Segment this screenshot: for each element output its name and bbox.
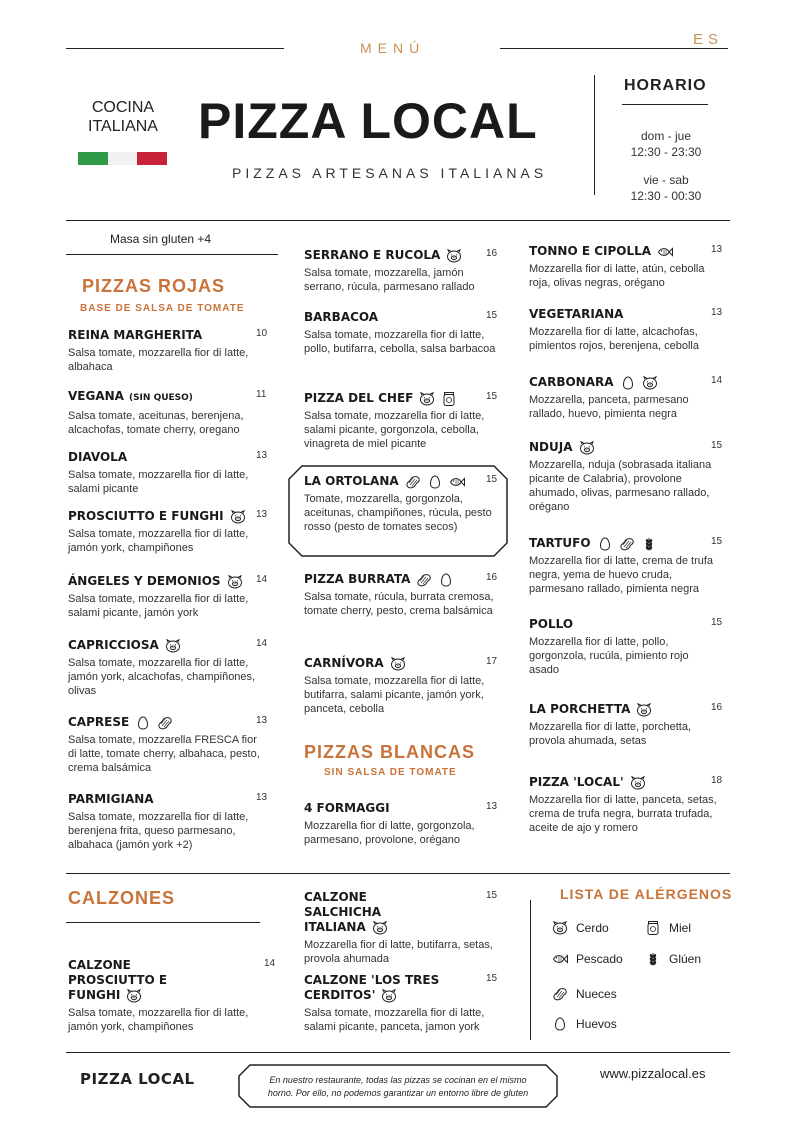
legend-item — [645, 921, 691, 935]
egg-icon — [597, 537, 613, 551]
item-price: 16 — [711, 702, 723, 713]
item-name-text: DIAVOLA — [68, 450, 128, 464]
italian-flag — [78, 152, 167, 165]
item-description: Salsa tomate, mozzarella fior di latte, pollo, butifarra, cebolla, salsa barbacoa — [304, 329, 496, 355]
horario-days-1: dom - jue — [640, 129, 692, 143]
item-description: Mozzarella fior di latte, butifarra, setas, provola ahumada — [304, 939, 493, 965]
menu-item — [304, 572, 500, 618]
menu-word: MENÚ — [360, 40, 426, 56]
item-name-text: TONNO E CIPOLLA — [529, 244, 652, 258]
item-price: 16 — [486, 572, 498, 583]
menu-item — [68, 328, 268, 374]
language-selector[interactable]: ES — [693, 31, 724, 48]
menu-item — [529, 775, 723, 835]
menu-item — [529, 440, 723, 514]
egg-icon — [552, 1017, 568, 1031]
item-price: 13 — [486, 801, 498, 812]
header-bottom-rule — [66, 220, 730, 221]
pig-icon — [165, 639, 181, 653]
item-name — [529, 775, 719, 790]
gluten-note-rule — [66, 254, 278, 255]
item-price: 14 — [264, 958, 276, 969]
menu-item — [68, 450, 268, 496]
website-link[interactable]: www.pizzalocal.es — [600, 1066, 706, 1081]
alergenos-divider — [530, 900, 531, 1040]
pig-icon — [642, 376, 658, 390]
item-description: Salsa tomate, mozzarella fior di latte, jamón york, champiñones — [68, 1007, 249, 1033]
item-note: (SIN QUESO) — [128, 393, 193, 403]
item-name — [529, 536, 719, 551]
blancas-subtitle: SIN SALSA DE TOMATE — [324, 767, 457, 778]
pig-icon — [390, 657, 406, 671]
item-description: Mozzarella fior di latte, alcachofas, pimientos rojos, berenjena, cebolla — [529, 326, 699, 352]
item-name — [68, 450, 268, 465]
italiana-word: ITALIANA — [88, 118, 158, 135]
pig-icon — [552, 921, 568, 935]
legend-item — [552, 1017, 617, 1031]
pig-icon — [372, 921, 388, 935]
item-name-text: REINA MARGHERITA — [68, 328, 203, 342]
item-name — [304, 572, 500, 587]
calzones-top-rule — [66, 873, 730, 874]
item-name-text: PARMIGIANA — [68, 792, 154, 806]
item-price: 11 — [256, 389, 267, 400]
flag-white-stripe — [108, 152, 138, 165]
brand-tagline: PIZZAS ARTESANAS ITALIANAS — [232, 165, 548, 181]
horario-divider — [594, 75, 595, 195]
legend-label: Miel — [669, 921, 692, 935]
item-name-text: 4 FORMAGGI — [304, 801, 390, 815]
item-description: Salsa tomate, mozzarella fior di latte, salami picante, panceta, jamon york — [304, 1007, 485, 1033]
item-name — [68, 715, 268, 730]
egg-icon — [135, 716, 151, 730]
flag-green-stripe — [78, 152, 108, 165]
menu-item — [529, 375, 723, 421]
item-description: Mozzarella fior di latte, gorgonzola, parmesano, provolone, orégano — [304, 820, 475, 846]
disclaimer-text — [244, 1074, 552, 1100]
legend-item — [552, 987, 617, 1001]
item-name — [529, 702, 719, 717]
rojas-subtitle: BASE DE SALSA DE TOMATE — [80, 303, 245, 314]
menu-item — [304, 310, 500, 356]
footer-brand: PIZZA LOCAL — [80, 1070, 195, 1088]
item-name — [68, 958, 218, 1003]
item-name — [68, 574, 268, 589]
pig-icon — [126, 989, 142, 1003]
honey-icon — [645, 921, 661, 935]
item-description: Salsa tomate, mozzarella fior di latte, jamón york, champiñones — [68, 528, 249, 554]
item-description: Mozzarella fior di latte, panceta, setas, crema de trufa negra, burrata trufada, aceite de ajo y romero — [529, 794, 717, 834]
item-name — [304, 801, 500, 816]
gluten-free-note: Masa sin gluten +4 — [110, 232, 212, 246]
legend-label: Huevos — [576, 1017, 617, 1031]
item-description: Salsa tomate, mozzarella fior di latte, salami picante — [68, 469, 249, 495]
menu-item — [529, 617, 723, 677]
item-name-text: ÁNGELES Y DEMONIOS — [68, 574, 221, 588]
pig-icon — [381, 989, 397, 1003]
item-description: Salsa tomate, aceitunas, berenjena, alcachofas, tomate cherry, oregano — [68, 410, 244, 436]
pig-icon — [636, 703, 652, 717]
item-price: 14 — [711, 375, 723, 386]
item-price: 14 — [256, 638, 268, 649]
blancas-title: PIZZAS BLANCAS — [304, 742, 475, 762]
item-price: 13 — [256, 792, 268, 803]
brand-title: PIZZA LOCAL — [198, 93, 538, 149]
cocina-label — [78, 98, 168, 136]
item-name-text: LA PORCHETTA — [529, 702, 631, 716]
cocina-word: COCINA — [91, 99, 155, 116]
legend-label: Pescado — [576, 952, 623, 966]
peanut-icon — [552, 987, 568, 1001]
legend-item — [552, 952, 623, 966]
item-description: Salsa tomate, mozzarella fior di latte, berenjena frita, queso parmesano, albahaca (jamón york +2) — [68, 811, 249, 851]
item-name — [304, 310, 500, 325]
fish-icon — [552, 952, 568, 966]
item-price: 16 — [486, 248, 498, 259]
item-description: Mozzarella fior di latte, pollo, gorgonzola, rucúla, pimiento rojo asado — [529, 636, 689, 676]
horario-rule — [622, 104, 708, 105]
item-price: 13 — [256, 450, 268, 461]
item-name-text: VEGANA — [68, 389, 124, 403]
item-name — [529, 617, 719, 632]
item-price: 15 — [711, 536, 723, 547]
item-price: 13 — [711, 307, 723, 318]
item-description: Mozzarella fior di latte, atún, cebolla roja, olivas negras, orégano — [529, 263, 705, 289]
menu-item — [68, 638, 268, 698]
horario-time-1: 12:30 - 23:30 — [630, 145, 702, 159]
item-name — [304, 973, 444, 1003]
calzone-item — [68, 958, 278, 1034]
item-price: 15 — [486, 391, 498, 402]
honey-icon — [441, 392, 457, 406]
item-name — [304, 391, 500, 406]
menu-item — [304, 391, 500, 451]
item-name — [529, 307, 719, 322]
item-name-text: PIZZA BURRATA — [304, 572, 411, 586]
item-description: Salsa tomate, mozzarella FRESCA fior di latte, tomate cherry, albahaca, pesto, crema balsámica — [68, 734, 260, 774]
item-name — [529, 440, 719, 455]
legend-label: Cerdo — [576, 921, 609, 935]
item-price: 15 — [486, 310, 498, 321]
item-name — [68, 389, 268, 406]
legend-label: Nueces — [576, 987, 617, 1001]
rojas-title: PIZZAS ROJAS — [82, 276, 226, 296]
item-name-text: SERRANO E RUCOLA — [304, 248, 441, 262]
item-name — [68, 509, 268, 524]
peanut-icon — [157, 716, 173, 730]
item-name-text: BARBACOA — [304, 310, 379, 324]
menu-item — [304, 801, 500, 847]
item-description: Salsa tomate, mozzarella fior di latte, salami picante, gorgonzola, cebolla, vinagreta de miel picante — [304, 410, 485, 450]
item-price: 18 — [711, 775, 723, 786]
item-name-text: TARTUFO — [529, 536, 591, 550]
item-name-text: POLLO — [529, 617, 574, 631]
item-name — [68, 638, 268, 653]
menu-item — [68, 389, 268, 437]
item-description: Salsa tomate, mozzarella fior di latte, butifarra, salami picante, jamón york, panceta, cebolla — [304, 675, 485, 715]
fish-icon — [657, 245, 673, 259]
gluten-icon — [645, 952, 661, 966]
calzone-item — [304, 890, 500, 966]
legend-item — [645, 952, 701, 966]
item-name — [68, 328, 268, 343]
calzones-title: CALZONES — [68, 888, 175, 908]
horario-days-2: vie - sab — [643, 173, 689, 187]
horario-title: HORARIO — [624, 77, 707, 94]
alergenos-title: LISTA DE ALÉRGENOS — [560, 886, 733, 902]
item-name-text: PIZZA 'LOCAL' — [529, 775, 624, 789]
ortolana-highlight-box — [288, 465, 508, 557]
item-description: Mozzarella fior di latte, porchetta, provola ahumada, setas — [529, 721, 692, 747]
footer-top-rule — [66, 1052, 730, 1053]
item-name — [304, 890, 444, 935]
disclaimer-line-2: horno. Por ello, no podemos garantizar un entorno libre de gluten — [267, 1088, 529, 1098]
item-price: 13 — [256, 509, 268, 520]
peanut-icon — [619, 537, 635, 551]
menu-item — [68, 715, 268, 775]
item-price: 15 — [486, 474, 498, 485]
item-price: 15 — [711, 440, 723, 451]
item-description: Salsa tomate, rúcula, burrata cremosa, tomate cherry, pesto, crema balsámica — [304, 591, 494, 617]
calzone-item — [304, 973, 500, 1034]
pig-icon — [630, 776, 646, 790]
menu-item — [529, 702, 723, 748]
item-price: 15 — [486, 890, 498, 901]
item-description: Tomate, mozzarella, gorgonzola, aceitunas, champiñones, rúcula, pesto rosso (pesto de tomates secos) — [304, 493, 492, 533]
menu-item — [529, 307, 723, 353]
item-description: Mozzarella fior di latte, crema de trufa negra, yema de huevo cruda, parmesano rallado, pimienta negra — [529, 555, 714, 595]
item-price: 13 — [256, 715, 268, 726]
menu-item — [68, 574, 268, 620]
item-name — [68, 792, 268, 807]
item-name-text: CALZONE SALCHICHA ITALIANA — [304, 890, 382, 934]
item-price: 13 — [711, 244, 723, 255]
pig-icon — [419, 392, 435, 406]
horario-hours — [610, 128, 722, 204]
header-rule-right — [500, 48, 728, 49]
pig-icon — [446, 249, 462, 263]
item-description: Salsa tomate, mozzarella fior di latte, salami picante, jamón york — [68, 593, 249, 619]
item-name-text: PIZZA DEL CHEF — [304, 391, 414, 405]
item-description: Mozzarella, nduja (sobrasada italiana picante de Calabria), provolone ahumado, olivas, parmesano rallado, orégano — [529, 459, 712, 513]
item-name-text: PROSCIUTTO E FUNGHI — [68, 509, 224, 523]
item-name-text: CAPRICCIOSA — [68, 638, 159, 652]
item-name-text: LA ORTOLANA — [304, 474, 399, 488]
item-description: Salsa tomate, mozzarella fior di latte, jamón york, alcachofas, champiñones, olivas — [68, 657, 256, 697]
item-name — [304, 248, 500, 263]
flag-red-stripe — [137, 152, 167, 165]
item-price: 14 — [256, 574, 268, 585]
item-name — [529, 244, 719, 259]
item-description: Salsa tomate, mozzarella, jamón serrano, rúcula, parmesano rallado — [304, 267, 475, 293]
item-name — [304, 656, 500, 671]
legend-label: Glúen — [669, 952, 702, 966]
item-name — [529, 375, 719, 390]
menu-item — [304, 248, 500, 294]
item-price: 15 — [711, 617, 723, 628]
gluten-icon — [641, 537, 657, 551]
item-name-text: NDUJA — [529, 440, 573, 454]
pig-icon — [579, 441, 595, 455]
item-name-text: CAPRESE — [68, 715, 130, 729]
item-name-text: CALZONE 'LOS TRES CERDITOS' — [304, 973, 440, 1002]
menu-item — [68, 792, 268, 852]
pig-icon — [227, 575, 243, 589]
item-description: Salsa tomate, mozzarella fior di latte, albahaca — [68, 347, 249, 373]
calzones-title-rule — [66, 922, 260, 923]
menu-item — [304, 656, 500, 716]
egg-icon — [438, 573, 454, 587]
peanut-icon — [416, 573, 432, 587]
item-name-text: CALZONE PROSCIUTTO E FUNGHI — [68, 958, 168, 1002]
legend-item — [552, 921, 609, 935]
menu-item — [68, 509, 268, 555]
header-rule-left — [66, 48, 284, 49]
pig-icon — [230, 510, 246, 524]
egg-icon — [620, 376, 636, 390]
menu-item — [529, 244, 723, 290]
item-name-text: CARNÍVORA — [304, 656, 384, 670]
menu-item — [529, 536, 723, 596]
horario-time-2: 12:30 - 00:30 — [630, 189, 702, 203]
item-name-text: VEGETARIANA — [529, 307, 624, 321]
item-name-text: CARBONARA — [529, 375, 614, 389]
item-price: 10 — [256, 328, 268, 339]
item-description: Mozzarella, panceta, parmesano rallado, huevo, pimienta negra — [529, 394, 689, 420]
disclaimer-line-1: En nuestro restaurante, todas las pizzas se cocinan en el mismo — [269, 1075, 527, 1085]
item-price: 17 — [486, 656, 498, 667]
item-price: 15 — [486, 973, 498, 984]
